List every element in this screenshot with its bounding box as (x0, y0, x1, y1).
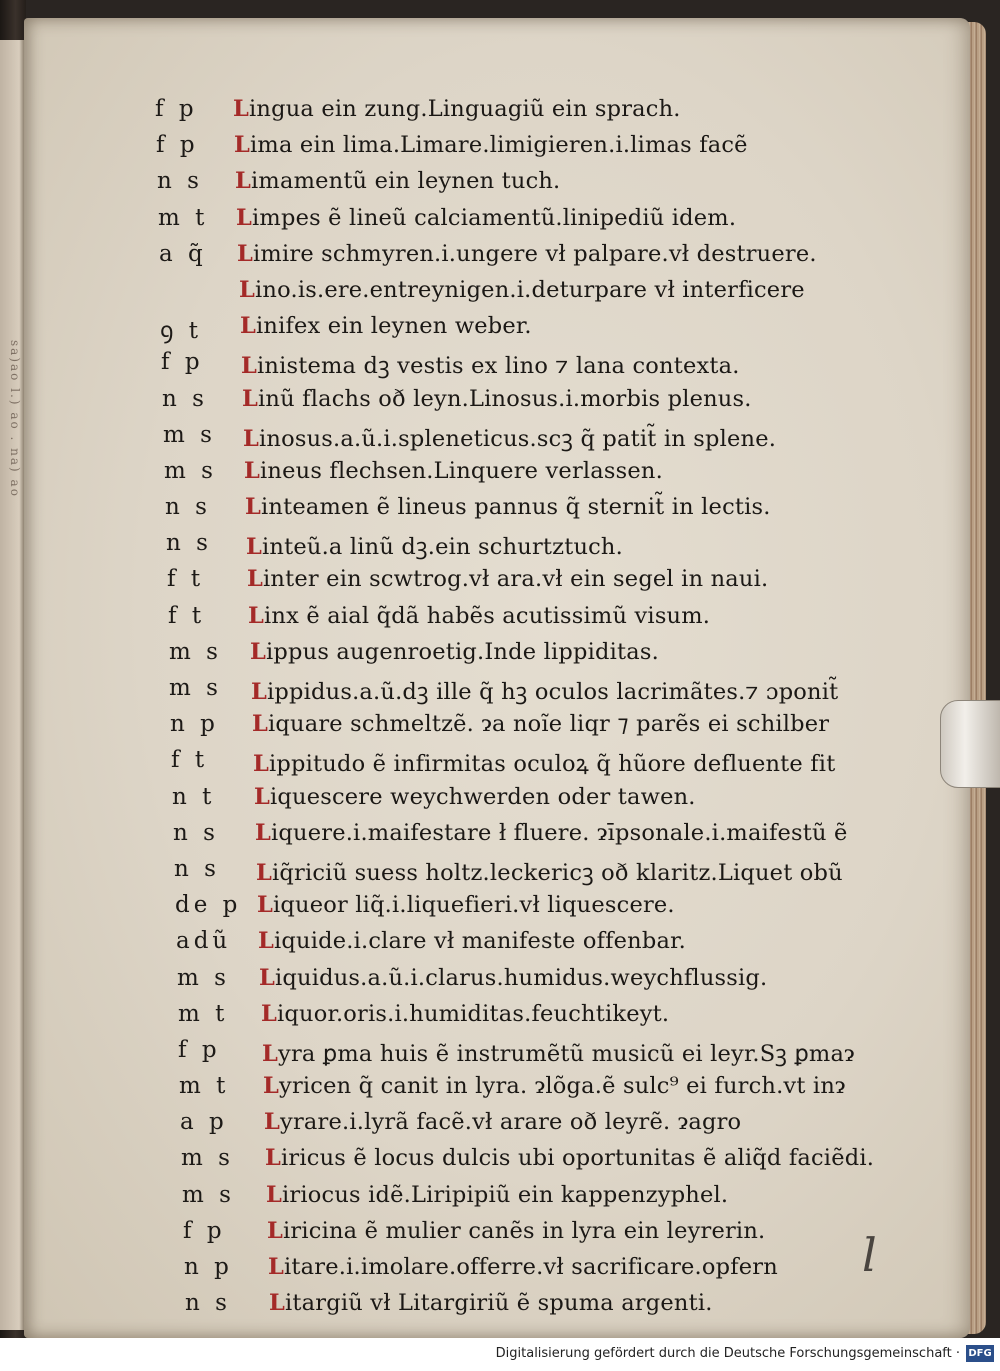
page-clasp (940, 700, 1000, 788)
grammar-code: f t (171, 747, 209, 774)
glossary-entry (155, 603, 875, 639)
entry-definition: yra ꝑma huis ẽ instrumẽtũ musicũ ei leyr.Sꝫ ꝑmaɂ (278, 1040, 855, 1067)
rubricated-initial: L (253, 751, 270, 778)
entry-text (233, 96, 681, 122)
grammar-code: f p (183, 1217, 226, 1244)
rubricated-initial: L (264, 1109, 281, 1136)
grammar-code: n s (162, 385, 208, 412)
rubricated-initial: L (237, 240, 254, 267)
rubricated-initial: L (251, 679, 268, 705)
grammar-code: n s (166, 530, 212, 557)
glossary-entry (155, 1001, 875, 1037)
glossary-entry (155, 566, 875, 602)
entry-definition: iriocus idẽ.Liripipiũ ein kappenzyphel. (282, 1181, 729, 1208)
entry-text (252, 711, 829, 737)
entry-definition: iquere.i.maifestare ł fluere. ɂīpsonale.i.maifestũ ẽ (271, 819, 848, 846)
entry-text (237, 241, 817, 267)
glossary-entry (155, 1218, 875, 1254)
glossary-entry (155, 277, 875, 313)
glossary-entry (155, 928, 875, 964)
glossary-entry (155, 965, 875, 1001)
entry-text (267, 1218, 765, 1244)
rubricated-initial: L (254, 783, 271, 810)
rubricated-initial: L (268, 1254, 285, 1280)
grammar-code: m s (164, 457, 217, 484)
glossary-entry (155, 856, 875, 892)
footer-credit: Digitalisierung gefördert durch die Deutsche Forschungsgemeinschaft · (495, 1346, 960, 1361)
entry-definition: iquor.oris.i.humiditas.feuchtikeyt. (277, 1000, 670, 1027)
entry-definition: iqueor liq̃.i.liquefieri.vł liquescere. (273, 892, 675, 919)
glossary-entry (155, 1254, 875, 1290)
entry-text (240, 313, 532, 339)
grammar-code: f t (167, 566, 205, 593)
rubricated-initial: L (252, 711, 269, 738)
grammar-code: f t (168, 602, 206, 629)
rubricated-initial: L (245, 494, 262, 521)
entry-definition: yricen q̃ canit in lyra. ɂlõga.ẽ sulc⁹ ei furch.vt inɂ (279, 1073, 846, 1100)
rubricated-initial: L (258, 928, 275, 955)
entry-text (261, 1001, 669, 1027)
rubricated-initial: L (234, 132, 251, 159)
grammar-code: m t (158, 204, 209, 231)
glossary-entry (155, 1037, 875, 1073)
entry-definition: inistema dꝫ vestis ex lino ⁊ lana contexta. (257, 353, 740, 380)
entry-text (244, 458, 663, 484)
entry-text (254, 784, 696, 810)
entry-text (250, 639, 659, 665)
entry-definition: ippitudo ẽ infirmitas oculoꝝ q̃ hũore defluente fit (269, 751, 836, 778)
glossary-entry (155, 711, 875, 747)
grammar-code: n s (174, 855, 220, 882)
previous-page-edge (0, 40, 24, 1330)
glossary-entry (155, 313, 875, 349)
grammar-code: n s (157, 168, 203, 195)
entry-text (245, 494, 771, 520)
glossary-entries (155, 96, 875, 1326)
glossary-entry (155, 422, 875, 458)
grammar-code: f p (156, 132, 199, 159)
dfg-logo: DFG (966, 1345, 994, 1362)
grammar-code: de p (175, 892, 242, 919)
glossary-entry (155, 349, 875, 385)
entry-text (234, 132, 748, 158)
grammar-code: m t (179, 1073, 230, 1100)
grammar-code: f p (178, 1036, 221, 1063)
grammar-code: m s (163, 421, 216, 448)
rubricated-initial: L (247, 566, 264, 593)
entry-definition: ippidus.a.ũ.dꝫ ille q̃ hꝫ oculos lacrimãtes.⁊ ɔponit̃ (267, 679, 839, 705)
rubricated-initial: L (269, 1290, 286, 1317)
previous-page-marks: sa)ao l.) ao . na) ao (8, 340, 22, 498)
glossary-entry (155, 494, 875, 530)
rubricated-initial: L (241, 353, 258, 380)
entry-definition: ingua ein zung.Linguagiũ ein sprach. (249, 96, 681, 122)
glossary-entry (155, 1109, 875, 1145)
entry-definition: inifex ein leynen weber. (256, 313, 532, 340)
grammar-code: a q̃ (159, 240, 207, 267)
grammar-code: m s (181, 1145, 234, 1172)
grammar-code: n p (170, 711, 219, 738)
entry-text (264, 1109, 741, 1135)
rubricated-initial: L (244, 457, 261, 484)
footer-bar (0, 1338, 1000, 1371)
entry-text (255, 820, 848, 846)
glossary-entry (155, 747, 875, 783)
page-signature: l (862, 1228, 877, 1282)
grammar-code: f p (161, 349, 204, 376)
entry-definition: iquidus.a.ũ.i.clarus.humidus.weychflussig. (275, 964, 768, 991)
entry-definition: inter ein scwtrog.vł ara.vł ein segel in naui. (263, 566, 769, 593)
entry-text (253, 747, 835, 778)
entry-definition: ippus augenroetig.Inde lippiditas. (266, 638, 659, 665)
rubricated-initial: L (236, 204, 253, 231)
glossary-entry (155, 530, 875, 566)
grammar-code: n s (173, 819, 219, 846)
glossary-entry (155, 784, 875, 820)
grammar-code: n p (184, 1254, 233, 1280)
grammar-code: m s (182, 1181, 235, 1208)
grammar-code: m s (169, 638, 222, 665)
entry-text (248, 603, 710, 629)
rubricated-initial: L (235, 168, 252, 195)
entry-definition: inũ flachs oð leyn.Linosus.i.morbis plenus. (258, 385, 752, 412)
entry-text (236, 205, 736, 231)
glossary-entry (155, 132, 875, 168)
grammar-code: f p (155, 96, 198, 122)
rubricated-initial: L (263, 1073, 280, 1100)
glossary-entry (155, 639, 875, 675)
grammar-code: adũ (176, 928, 232, 955)
entry-definition: ima ein lima.Limare.limigieren.i.limas facẽ (250, 132, 748, 159)
glossary-entry (155, 96, 875, 132)
glossary-entry (155, 168, 875, 204)
rubricated-initial: L (240, 313, 257, 340)
entry-definition: iquide.i.clare vł manifeste offenbar. (274, 928, 686, 955)
glossary-entry (155, 892, 875, 928)
glossary-entry (155, 675, 875, 711)
entry-text (256, 856, 843, 887)
entry-definition: ineus flechsen.Linquere verlassen. (260, 457, 663, 484)
entry-text (239, 277, 805, 303)
rubricated-initial: L (239, 276, 256, 303)
entry-definition: itargiũ vł Litargiriũ ẽ spuma argenti. (285, 1290, 713, 1317)
rubricated-initial: L (261, 1000, 278, 1027)
entry-text (265, 1145, 874, 1171)
grammar-code: n s (165, 494, 211, 521)
rubricated-initial: L (267, 1217, 284, 1244)
entry-text (262, 1037, 855, 1068)
rubricated-initial: L (255, 819, 272, 846)
entry-definition: iquescere weychwerden oder tawen. (270, 783, 696, 810)
entry-definition: yrare.i.lyrã facẽ.vł arare oð leyrẽ. ɂagro (280, 1109, 742, 1136)
grammar-code: m s (169, 675, 222, 701)
rubricated-initial: L (243, 425, 260, 452)
entry-definition: iquare schmeltzẽ. ɂa noĩe liqr ⁊ parẽs ei schilber (268, 711, 830, 738)
entry-text (235, 168, 560, 194)
rubricated-initial: L (259, 964, 276, 991)
rubricated-initial: L (233, 96, 250, 122)
entry-definition: itare.i.imolare.offerre.vł sacrificare.opfern (284, 1254, 778, 1280)
glossary-entry (155, 458, 875, 494)
rubricated-initial: L (242, 385, 259, 412)
rubricated-initial: L (266, 1181, 283, 1208)
grammar-code: m s (177, 964, 230, 991)
entry-definition: iricus ẽ locus dulcis ubi oportunitas ẽ aliq̃d faciẽdi. (281, 1145, 875, 1172)
entry-text (243, 422, 776, 453)
entry-definition: imire schmyren.i.ungere vł palpare.vł destruere. (253, 240, 817, 267)
rubricated-initial: L (257, 892, 274, 919)
glossary-entry (155, 1290, 875, 1326)
entry-text (247, 566, 768, 592)
entry-definition: inosus.a.ũ.i.spleneticus.scꝫ q̃ patit̃ in splene. (259, 425, 777, 452)
grammar-code: a p (180, 1109, 228, 1136)
entry-text (257, 892, 675, 918)
rubricated-initial: L (250, 638, 267, 665)
entry-definition: ino.is.ere.entreynigen.i.deturpare vł interficere (255, 276, 805, 303)
glossary-entry (155, 1145, 875, 1181)
glossary-entry (155, 1182, 875, 1218)
entry-text (263, 1073, 846, 1099)
entry-text (241, 349, 740, 380)
glossary-entry (155, 241, 875, 277)
entry-definition: impes ẽ lineũ calciamentũ.linipediũ idem. (252, 204, 737, 231)
entry-text (266, 1182, 728, 1208)
rubricated-initial: L (256, 859, 273, 886)
rubricated-initial: L (246, 534, 263, 561)
entry-text (269, 1290, 713, 1316)
glossary-entry (155, 820, 875, 856)
entry-definition: iq̃riciũ suess holtz.leckericꝫ oð klaritz.Liquet obũ (272, 859, 843, 886)
entry-text (259, 965, 767, 991)
entry-definition: inteũ.a linũ dꝫ.ein schurtztuch. (262, 534, 623, 561)
rubricated-initial: L (265, 1145, 282, 1172)
entry-definition: inx ẽ aial q̃dã habẽs acutissimũ visum. (264, 602, 711, 629)
entry-text (246, 530, 623, 561)
entry-definition: imamentũ ein leynen tuch. (251, 168, 561, 195)
entry-text (258, 928, 686, 954)
entry-definition: iricina ẽ mulier canẽs in lyra ein leyrerin. (283, 1217, 766, 1244)
grammar-code: m t (178, 1000, 229, 1027)
grammar-code: n t (172, 783, 216, 810)
grammar-code: ꝯ t (160, 318, 203, 345)
rubricated-initial: L (262, 1040, 279, 1067)
entry-text (268, 1254, 778, 1280)
glossary-entry (155, 1073, 875, 1109)
rubricated-initial: L (248, 602, 265, 629)
entry-definition: inteamen ẽ lineus pannus q̃ sternit̃ in lectis. (261, 494, 771, 521)
glossary-entry (155, 205, 875, 241)
entry-text (251, 675, 838, 706)
entry-text (242, 386, 752, 412)
glossary-entry (155, 386, 875, 422)
grammar-code: n s (185, 1290, 231, 1317)
